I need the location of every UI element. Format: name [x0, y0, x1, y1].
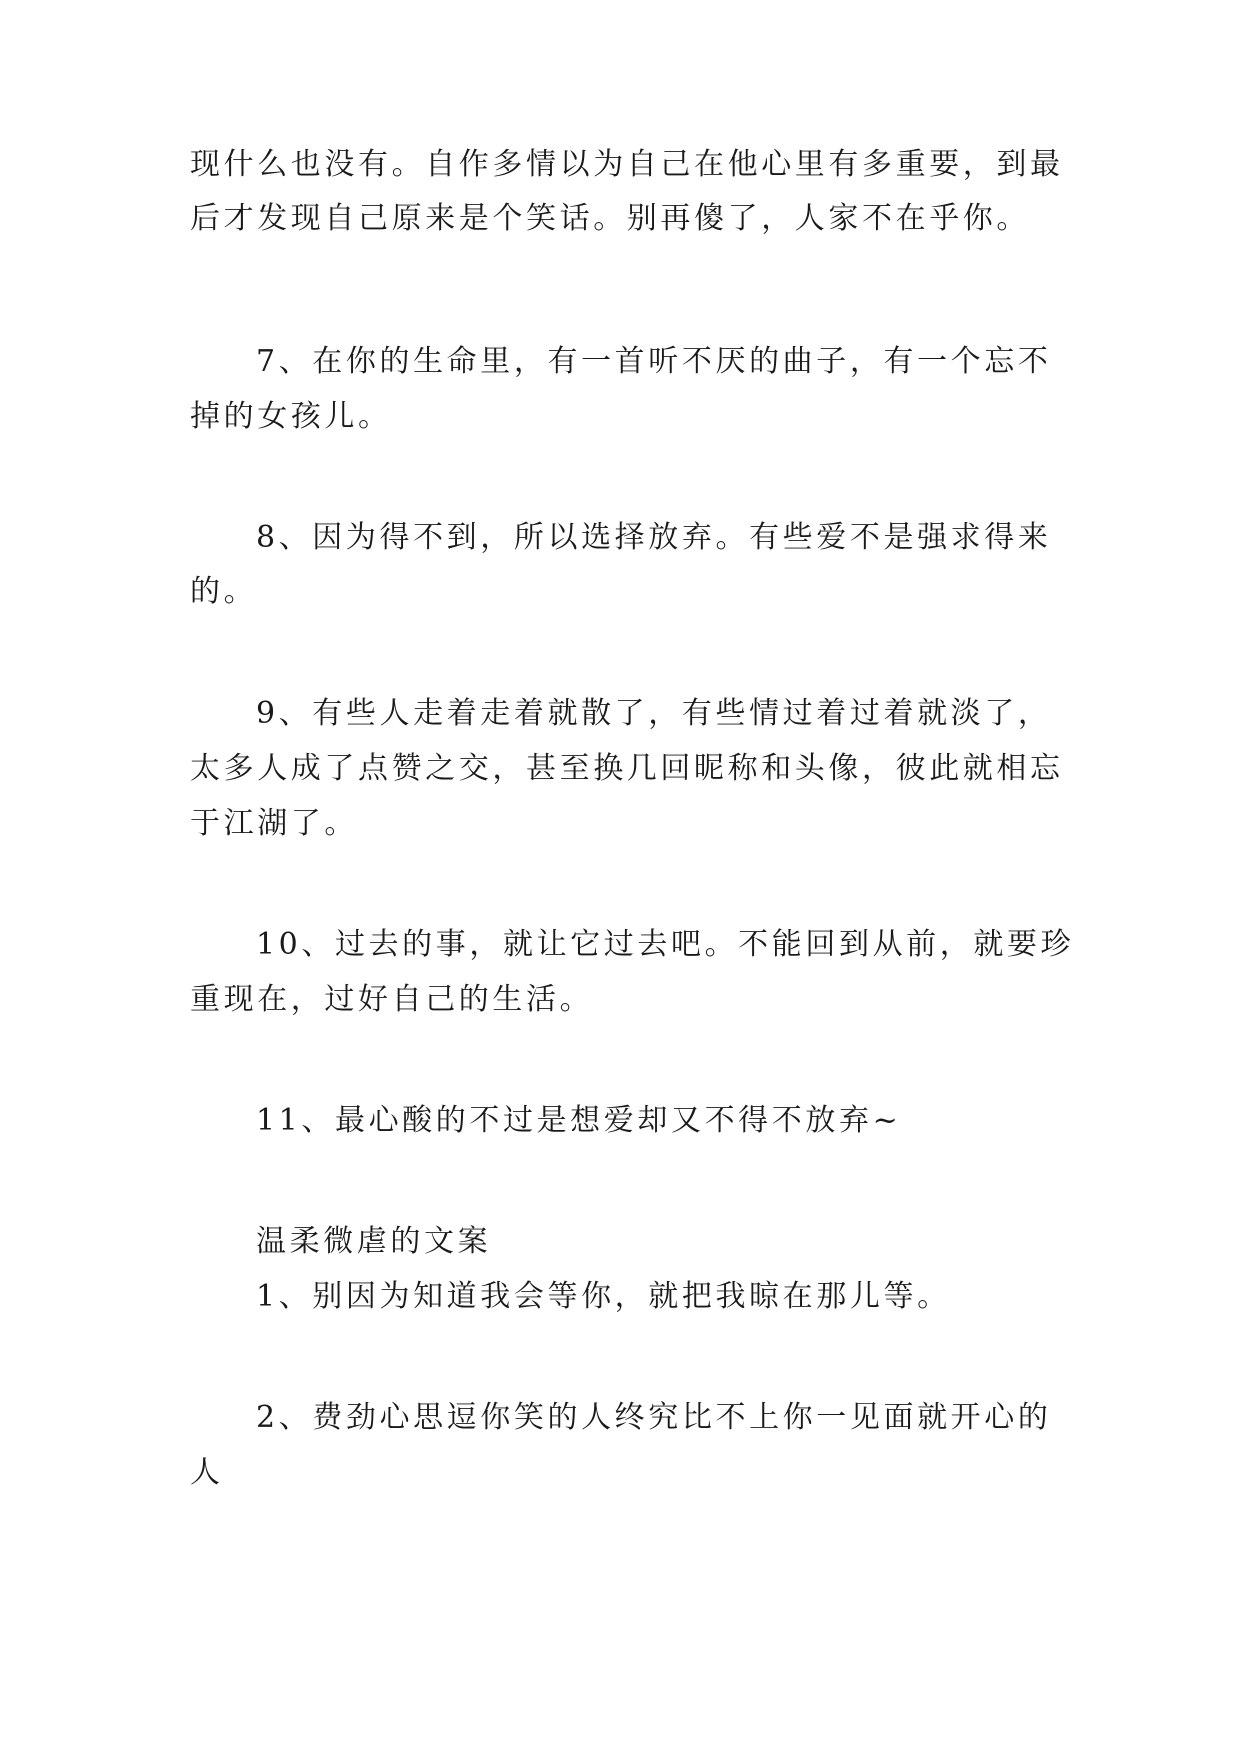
paragraph-9-line-2: 太多人成了点赞之交，甚至换几回昵称和头像，彼此就相忘	[190, 751, 1064, 786]
paragraph-9-line-1: 9、有些人走着走着就散了，有些情过着过着就淡了，	[256, 696, 1052, 731]
section-item-2-line-2: 人	[190, 1455, 224, 1490]
paragraph-9-line-3: 于江湖了。	[190, 806, 358, 841]
paragraph-10-line-1: 10、过去的事，就让它过去吧。不能回到从前，就要珍	[256, 927, 1075, 962]
paragraph-10-line-2: 重现在，过好自己的生活。	[190, 982, 594, 1017]
paragraph-7-line-2: 掉的女孩儿。	[190, 399, 392, 434]
paragraph-8-line-1: 8、因为得不到，所以选择放弃。有些爱不是强求得来	[256, 520, 1052, 555]
section-heading: 温柔微虐的文案	[256, 1224, 492, 1259]
paragraph-8-line-2: 的。	[190, 574, 258, 609]
paragraph-6-line-2: 后才发现自己原来是个笑话。别再傻了，人家不在乎你。	[190, 201, 1030, 236]
paragraph-7-line-1: 7、在你的生命里，有一首听不厌的曲子，有一个忘不	[256, 344, 1052, 379]
section-item-2-line-1: 2、费劲心思逗你笑的人终究比不上你一见面就开心的	[256, 1400, 1052, 1435]
section-item-1-line-1: 1、别因为知道我会等你，就把我晾在那儿等。	[256, 1279, 951, 1314]
paragraph-11-line-1: 11、最心酸的不过是想爱却又不得不放弃~	[256, 1103, 902, 1138]
paragraph-6-line-1: 现什么也没有。自作多情以为自己在他心里有多重要，到最	[190, 147, 1064, 182]
